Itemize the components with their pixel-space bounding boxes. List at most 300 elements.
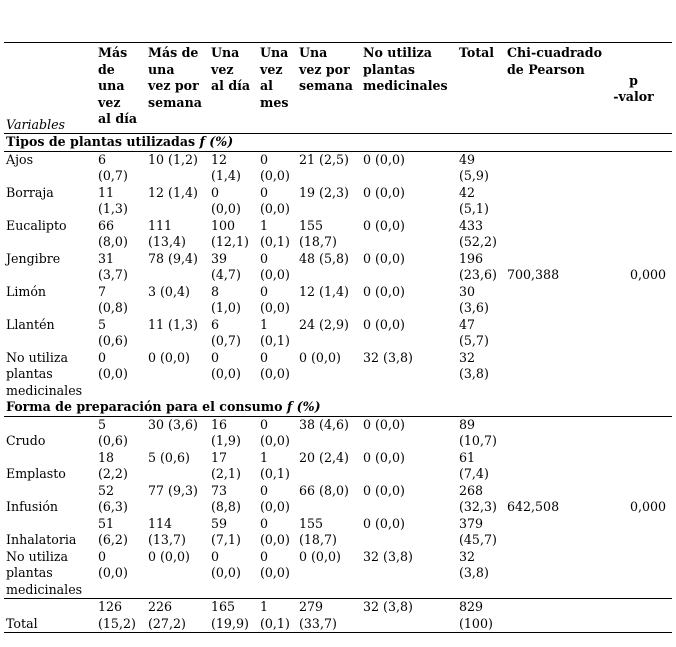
table-cell: [96, 185, 146, 218]
cell-value: 32 (3,8): [363, 599, 413, 614]
cell-value: 12 (1,4): [148, 184, 198, 200]
table-cell: [297, 185, 361, 218]
cell-value: 0: [260, 416, 269, 432]
cell-value: (0,0): [260, 300, 290, 315]
cell-value: 5 (0,6): [148, 449, 190, 465]
row-label: [4, 185, 96, 218]
header-line: Chi-cuadrado: [507, 45, 602, 60]
table-cell: [297, 218, 361, 251]
header-mas-de-una-vez-por-semana: [146, 43, 209, 134]
table-row: [4, 350, 672, 400]
table-cell: [361, 549, 457, 599]
table-cell: [146, 317, 209, 350]
table-cell: [258, 549, 297, 599]
table-cell: [457, 185, 505, 218]
cell-value: (0,6): [98, 433, 128, 448]
chi-cell: [505, 251, 593, 284]
total-label-text: Total: [6, 615, 38, 631]
row-label-text: plantas: [6, 366, 53, 381]
cell-value: 6: [211, 316, 220, 332]
table-cell: [258, 251, 297, 284]
cell-value: (0,1): [260, 466, 290, 481]
cell-value: (0,0): [260, 532, 290, 547]
header-line: vez por: [299, 61, 350, 77]
table-cell: [361, 151, 457, 185]
table-cell: [146, 549, 209, 599]
table-cell: [96, 350, 146, 400]
header-line: vez: [98, 94, 121, 110]
cell-value: 0: [260, 184, 269, 200]
section-title: [4, 134, 672, 152]
cell-value: 0: [260, 283, 269, 299]
cell-value: 0 (0,0): [299, 548, 341, 564]
table-cell: [96, 416, 146, 450]
header-line: Una: [211, 45, 240, 60]
section-title-text: Forma de preparación para el consumo: [6, 399, 287, 414]
row-label-text: No utiliza: [6, 548, 69, 564]
p-cell: [593, 416, 672, 450]
cell-value: 1: [260, 599, 269, 614]
chi-cell: [505, 350, 593, 400]
header-line: Una: [260, 45, 289, 60]
header-line: Total: [459, 45, 495, 60]
cell-value: 0: [260, 482, 269, 498]
table-cell: [209, 350, 258, 400]
table-cell: [146, 416, 209, 450]
cell-value: 32 (3,8): [363, 548, 413, 564]
chi-cell: [505, 284, 593, 317]
cell-value: 20 (2,4): [299, 449, 349, 465]
cell-value: (18,7): [299, 532, 337, 547]
cell-value: (8,8): [211, 499, 241, 514]
table-cell: [96, 151, 146, 185]
table-cell: [209, 516, 258, 549]
header-line: Variables: [6, 116, 66, 132]
table-cell: [209, 251, 258, 284]
cell-value: 10 (1,2): [148, 151, 198, 167]
table-cell: [146, 516, 209, 549]
cell-value: (13,7): [148, 532, 186, 547]
cell-value: 114: [148, 515, 173, 531]
cell-value: 61: [459, 449, 476, 465]
cell-value: 829: [459, 599, 484, 614]
table-cell: [361, 317, 457, 350]
cell-value: 89: [459, 416, 476, 432]
table-cell: [258, 350, 297, 400]
cell-value: 0: [260, 151, 269, 167]
cell-value: (0,0): [98, 565, 128, 580]
chi-cell: [505, 483, 593, 516]
cell-value: (15,2): [98, 615, 136, 631]
section-header: [4, 399, 672, 416]
cell-value: (0,6): [98, 333, 128, 348]
cell-value: 77 (9,3): [148, 482, 198, 498]
row-label-text: Infusión: [6, 499, 59, 514]
row-label-text: medicinales: [6, 382, 83, 398]
table-cell: [457, 284, 505, 317]
cell-value: 78 (9,4): [148, 250, 198, 266]
cell-value: (1,3): [98, 201, 128, 216]
table-cell: [297, 317, 361, 350]
cell-value: 31: [98, 250, 115, 266]
p-cell: [593, 350, 672, 400]
row-label-text: Eucalipto: [6, 217, 67, 233]
table-row: [4, 284, 672, 317]
cell-value: (18,7): [299, 234, 337, 249]
row-label-text: Borraja: [6, 184, 54, 200]
row-label: [4, 549, 96, 599]
table-cell: [258, 151, 297, 185]
row-label: [4, 251, 96, 284]
header-line: Una: [299, 45, 328, 60]
cell-value: (27,2): [148, 615, 186, 631]
table-cell: [209, 151, 258, 185]
header-p-valor: [593, 43, 672, 134]
table-cell: [258, 483, 297, 516]
row-label-text: Jengibre: [6, 250, 61, 266]
header-una-vez-al-dia: [209, 43, 258, 134]
cell-value: (7,4): [459, 466, 489, 481]
cell-value: (0,7): [211, 333, 241, 348]
table-cell: [146, 483, 209, 516]
table-cell: [209, 450, 258, 483]
cell-value: (0,0): [260, 267, 290, 282]
table-cell: [361, 450, 457, 483]
row-label-text: Inhalatoria: [6, 532, 77, 547]
cell-value: 6: [98, 151, 107, 167]
cell-value: (3,8): [459, 565, 489, 580]
table-cell: [457, 450, 505, 483]
table-cell: [96, 317, 146, 350]
cell-value: (3,7): [98, 267, 128, 282]
header-line: vez: [260, 61, 283, 77]
total-label: [4, 599, 96, 633]
chi-cell: [505, 416, 593, 450]
table-cell: [297, 251, 361, 284]
cell-value: (0,0): [211, 366, 241, 381]
cell-value: 0 (0,0): [363, 416, 405, 432]
table-row: [4, 317, 672, 350]
row-label-text: medicinales: [6, 581, 83, 597]
cell-value: 0 (0,0): [363, 482, 405, 498]
header-chi-cuadrado: [505, 43, 602, 134]
cell-value: 52: [98, 482, 115, 498]
header-line: vez por: [148, 78, 199, 93]
cell-value: (1,0): [211, 300, 241, 315]
cell-value: 32: [459, 548, 476, 564]
cell-value: 433: [459, 217, 484, 233]
table-cell: [146, 350, 209, 400]
cell-value: (2,1): [211, 466, 241, 481]
cell-value: 0: [211, 548, 220, 564]
table-cell: [209, 185, 258, 218]
p-cell: [593, 151, 672, 185]
table-row: [4, 516, 672, 549]
cell-value: (5,7): [459, 333, 489, 348]
table-cell: [96, 450, 146, 483]
cell-value: 38 (4,6): [299, 416, 349, 432]
table-cell: [146, 151, 209, 185]
table-cell: [297, 151, 361, 185]
table-cell: [96, 483, 146, 516]
table-cell: [96, 549, 146, 599]
cell-value: 42: [459, 184, 476, 200]
header-line: una: [148, 61, 175, 77]
header-row: [4, 43, 672, 134]
cell-value: 0: [260, 250, 269, 266]
cell-value: (0,0): [260, 433, 290, 448]
cell-value: 47: [459, 316, 476, 332]
cell-value: 0 (0,0): [363, 151, 405, 167]
header-line: Más: [98, 45, 128, 60]
header-line: p: [629, 72, 638, 88]
cell-value: 0 (0,0): [363, 283, 405, 299]
p-cell: [593, 450, 672, 483]
header-line: al: [260, 78, 273, 93]
cell-value: 111: [148, 217, 173, 233]
cell-value: (12,1): [211, 234, 249, 249]
table-cell: [209, 549, 258, 599]
table-cell: [146, 450, 209, 483]
cell-value: 268: [459, 482, 484, 498]
row-label-text: Ajos: [6, 151, 34, 167]
p-value: 0,000: [629, 267, 666, 282]
header-line: semana: [148, 94, 202, 110]
table-cell: [297, 284, 361, 317]
p-cell: [593, 284, 672, 317]
row-label: [4, 317, 96, 350]
table-cell: [297, 350, 361, 400]
cell-value: 0: [260, 349, 269, 365]
cell-value: (3,6): [459, 300, 489, 315]
cell-value: 39: [211, 250, 228, 266]
cell-value: 0 (0,0): [148, 349, 190, 365]
cell-value: 165: [211, 599, 236, 614]
cell-value: 73: [211, 482, 228, 498]
cell-value: 32: [459, 349, 476, 365]
cell-value: 24 (2,9): [299, 316, 349, 332]
table-cell: [146, 218, 209, 251]
cell-value: 12: [211, 151, 228, 167]
cell-value: (6,3): [98, 499, 128, 514]
table-cell: [209, 218, 258, 251]
cell-value: 1: [260, 217, 269, 233]
cell-value: (19,9): [211, 615, 249, 631]
cell-value: (4,7): [211, 267, 241, 282]
cell-value: 30 (3,6): [148, 416, 198, 432]
p-cell: [593, 317, 672, 350]
cell-value: 5: [98, 316, 107, 332]
table-cell: [258, 416, 297, 450]
cell-value: 0: [98, 548, 107, 564]
chi-cell: [505, 151, 593, 185]
cell-value: (7,1): [211, 532, 241, 547]
cell-value: (32,3): [459, 499, 497, 514]
table-cell: [457, 151, 505, 185]
table-cell: [96, 516, 146, 549]
cell-value: (0,0): [260, 201, 290, 216]
cell-value: 1: [260, 316, 269, 332]
chi-cell: [505, 185, 593, 218]
cell-value: (5,1): [459, 201, 489, 216]
table-cell: [457, 218, 505, 251]
table-cell: [297, 450, 361, 483]
header-variables: [4, 43, 96, 134]
cell-value: (45,7): [459, 532, 497, 547]
cell-value: (0,1): [260, 234, 290, 249]
cell-value: (33,7): [299, 615, 337, 631]
cell-value: 0 (0,0): [363, 515, 405, 531]
header-no-utiliza: [361, 43, 457, 134]
header-line: de Pearson: [507, 61, 585, 77]
table-cell: [361, 251, 457, 284]
table-cell: [209, 416, 258, 450]
table-cell: [457, 416, 505, 450]
cell-value: (0,1): [260, 615, 290, 631]
total-cell: [209, 599, 258, 633]
row-label: [4, 416, 96, 450]
table-cell: [297, 516, 361, 549]
table-cell: [361, 284, 457, 317]
row-label: [4, 516, 96, 549]
cell-value: 226: [148, 599, 173, 614]
table-row: [4, 416, 672, 450]
p-value: 0,000: [629, 499, 666, 514]
table-cell: [209, 317, 258, 350]
cell-value: 0 (0,0): [363, 250, 405, 266]
p-cell: [593, 185, 672, 218]
table-row: [4, 151, 672, 185]
table-cell: [297, 483, 361, 516]
table-row: [4, 483, 672, 516]
cell-value: 48 (5,8): [299, 250, 349, 266]
section-title-text: Tipos de plantas utilizadas: [6, 134, 200, 149]
table-row: [4, 549, 672, 599]
cell-value: 100: [211, 217, 236, 233]
section-header: [4, 134, 672, 152]
cell-value: (23,6): [459, 267, 497, 282]
chi-cell: [505, 549, 593, 599]
cell-value: (1,4): [211, 168, 241, 183]
row-label: [4, 151, 96, 185]
cell-value: 0: [211, 184, 220, 200]
table-cell: [258, 284, 297, 317]
cell-value: 0 (0,0): [363, 217, 405, 233]
cell-value: 19 (2,3): [299, 184, 349, 200]
table-cell: [209, 284, 258, 317]
cell-value: (2,2): [98, 466, 128, 481]
table-cell: [361, 218, 457, 251]
table-cell: [258, 218, 297, 251]
table-cell: [361, 516, 457, 549]
header-mas-de-una-vez-al-dia: [96, 43, 146, 134]
table-cell: [297, 416, 361, 450]
row-label: [4, 483, 96, 516]
total-cell: [361, 599, 457, 633]
table-cell: [96, 251, 146, 284]
table-row: [4, 218, 672, 251]
cell-value: 0: [98, 349, 107, 365]
cell-value: 0 (0,0): [148, 548, 190, 564]
table-cell: [457, 251, 505, 284]
cell-value: 16: [211, 416, 228, 432]
table-cell: [209, 483, 258, 516]
cell-value: 1: [260, 449, 269, 465]
cell-value: 0 (0,0): [299, 349, 341, 365]
chi-cell: [505, 516, 593, 549]
p-cell: [593, 251, 672, 284]
header-line: vez: [211, 61, 234, 77]
cell-value: 18: [98, 449, 115, 465]
chi-value: 700,388: [507, 267, 560, 282]
row-label: [4, 350, 96, 400]
table-cell: [146, 185, 209, 218]
total-cell: [297, 599, 361, 633]
cell-value: (0,0): [260, 565, 290, 580]
cell-value: (1,9): [211, 433, 241, 448]
cell-value: (5,9): [459, 168, 489, 183]
header-line: Más de: [148, 45, 199, 60]
cell-value: (0,0): [260, 366, 290, 381]
cell-value: 0: [211, 349, 220, 365]
header-line: medicinales: [363, 78, 448, 93]
table-cell: [297, 549, 361, 599]
cell-value: 3 (0,4): [148, 283, 190, 299]
header-una-vez-al-mes: [258, 43, 297, 134]
p-cell: [593, 549, 672, 599]
cell-value: 51: [98, 515, 115, 531]
cell-value: (0,0): [211, 565, 241, 580]
table-cell: [258, 317, 297, 350]
cell-value: 155: [299, 515, 324, 531]
cell-value: 126: [98, 599, 123, 614]
total-cell: [258, 599, 297, 633]
row-label-text: No utiliza: [6, 349, 69, 365]
cell-value: 11 (1,3): [148, 316, 198, 332]
results-table: [4, 42, 672, 633]
header-line: mes: [260, 94, 289, 110]
table-cell: [258, 450, 297, 483]
cell-value: (0,7): [98, 168, 128, 183]
table-cell: [146, 251, 209, 284]
p-cell: [593, 483, 672, 516]
cell-value: (100): [459, 615, 493, 631]
row-label: [4, 218, 96, 251]
header-line: No utiliza: [363, 45, 432, 60]
row-label-text: Emplasto: [6, 466, 66, 481]
header-line: una: [98, 78, 125, 93]
cell-value: 12 (1,4): [299, 283, 349, 299]
table-cell: [146, 284, 209, 317]
header-line: plantas: [363, 61, 415, 77]
cell-value: (0,1): [260, 333, 290, 348]
section-title-suffix: f (%): [199, 134, 234, 149]
total-row: [4, 599, 672, 633]
row-label: [4, 284, 96, 317]
header-total: [457, 43, 505, 134]
table-cell: [361, 416, 457, 450]
header-line: al día: [211, 78, 251, 93]
row-label-text: Crudo: [6, 433, 46, 448]
cell-value: 7: [98, 283, 107, 299]
cell-value: 0 (0,0): [363, 184, 405, 200]
cell-value: (3,8): [459, 366, 489, 381]
chi-value: 642,508: [507, 499, 560, 514]
table-row: [4, 450, 672, 483]
row-label-text: plantas: [6, 565, 53, 580]
cell-value: (0,0): [211, 201, 241, 216]
table-cell: [258, 516, 297, 549]
